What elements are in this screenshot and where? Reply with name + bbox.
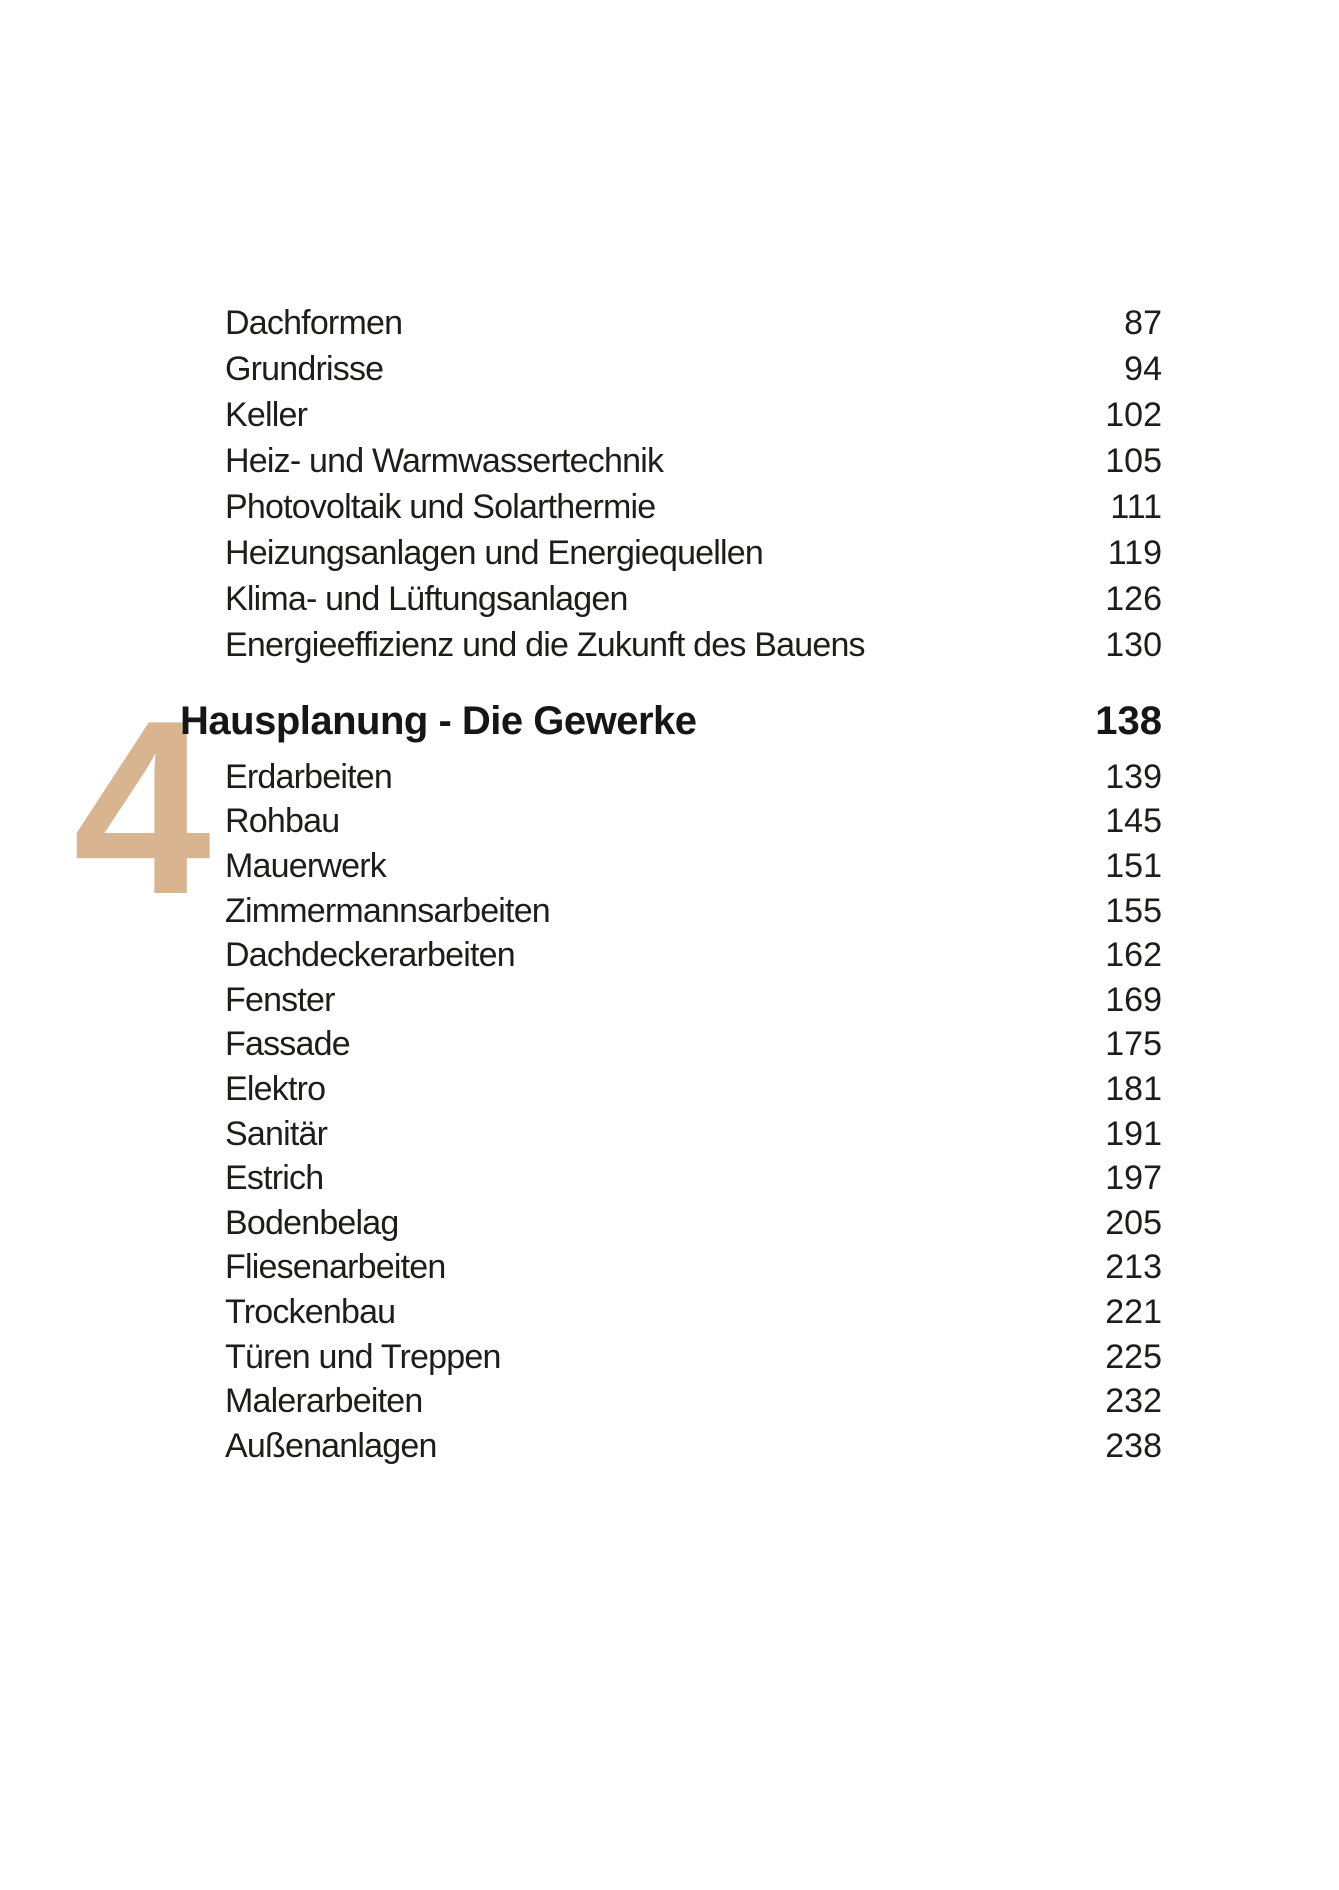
toc-entry-page-number: 139 <box>1105 757 1162 796</box>
toc-entry <box>225 755 1162 800</box>
toc-entry-page-number: 221 <box>1105 1292 1162 1331</box>
toc-entry <box>225 889 1162 934</box>
toc-entry-title: Heiz- und Warmwassertechnik <box>225 441 664 480</box>
toc-entry-title: Energieeffizienz und die Zukunft des Bauens <box>225 625 865 664</box>
toc-entry <box>225 844 1162 889</box>
toc-entry-title: Außenanlagen <box>225 1426 437 1465</box>
toc-entry-title: Mauerwerk <box>225 846 386 885</box>
toc-entry-page-number: 232 <box>1105 1382 1162 1421</box>
toc-entry <box>225 300 1162 346</box>
toc-entry-page-number: 181 <box>1105 1069 1162 1108</box>
toc-entry <box>225 1335 1162 1380</box>
toc-entry-page-number: 94 <box>1124 349 1162 388</box>
toc-entry <box>225 933 1162 978</box>
toc-entry-title: Sanitär <box>225 1114 328 1153</box>
toc-entry <box>225 484 1162 530</box>
toc-entry-page-number: 238 <box>1105 1426 1162 1465</box>
toc-entry-page-number: 191 <box>1105 1114 1162 1153</box>
toc-entry <box>225 800 1162 845</box>
toc-entry-title: Zimmermannsarbeiten <box>225 891 550 930</box>
toc-entry <box>225 1201 1162 1246</box>
toc-entry-title: Fenster <box>225 980 335 1019</box>
toc-entry <box>225 978 1162 1023</box>
toc-entry <box>225 438 1162 484</box>
toc-entry-title: Erdarbeiten <box>225 757 392 796</box>
toc-entry-page-number: 197 <box>1105 1159 1162 1198</box>
chapter-heading-page-number: 138 <box>1095 698 1162 743</box>
toc-entry <box>225 346 1162 392</box>
toc-entry-page-number: 102 <box>1105 395 1162 434</box>
toc-entry-title: Grundrisse <box>225 349 384 388</box>
toc-entry-page-number: 119 <box>1107 533 1162 572</box>
toc-entry-page-number: 155 <box>1105 891 1162 930</box>
toc-entry <box>225 392 1162 438</box>
toc-entry-title: Elektro <box>225 1069 326 1108</box>
toc-entry <box>225 1424 1162 1469</box>
toc-entry <box>225 622 1162 668</box>
toc-entry-title: Bodenbelag <box>225 1203 399 1242</box>
toc-entry <box>225 576 1162 622</box>
toc-entry-page-number: 111 <box>1110 487 1162 526</box>
toc-entry-page-number: 162 <box>1105 936 1162 975</box>
toc-entry-title: Fassade <box>225 1025 350 1064</box>
toc-entry <box>225 1246 1162 1291</box>
toc-entry-page-number: 175 <box>1105 1025 1162 1064</box>
toc-entry-title: Dachformen <box>225 303 403 342</box>
toc-entry-title: Malerarbeiten <box>225 1382 423 1421</box>
toc-section-previous-chapter <box>225 300 1162 668</box>
toc-entry-page-number: 126 <box>1105 579 1162 618</box>
chapter-heading-row <box>180 698 1162 744</box>
toc-entry-title: Dachdeckerarbeiten <box>225 936 515 975</box>
toc-entry-title: Photovoltaik und Solarthermie <box>225 487 656 526</box>
toc-entry-title: Heizungsanlagen und Energiequellen <box>225 533 764 572</box>
chapter-heading-title: Hausplanung - Die Gewerke <box>180 698 697 743</box>
toc-entry <box>225 1112 1162 1157</box>
toc-entry-page-number: 130 <box>1105 625 1162 664</box>
toc-entry <box>225 1023 1162 1068</box>
toc-entry-page-number: 105 <box>1105 441 1162 480</box>
toc-entry-title: Türen und Treppen <box>225 1337 501 1376</box>
toc-entry-title: Trockenbau <box>225 1292 396 1331</box>
toc-entry-page-number: 213 <box>1105 1248 1162 1287</box>
chapter-heading-block <box>180 698 1162 744</box>
toc-entry-page-number: 145 <box>1105 802 1162 841</box>
toc-entry <box>225 1290 1162 1335</box>
chapter-number-numeral: 4 <box>73 668 211 946</box>
toc-entry-page-number: 225 <box>1105 1337 1162 1376</box>
toc-entry <box>225 1379 1162 1424</box>
toc-entry-page-number: 87 <box>1124 303 1162 342</box>
toc-entry-title: Fliesenarbeiten <box>225 1248 446 1287</box>
toc-entry-page-number: 151 <box>1105 846 1162 885</box>
toc-entry-title: Klima- und Lüftungsanlagen <box>225 579 628 618</box>
toc-entry-title: Rohbau <box>225 802 340 841</box>
toc-entry <box>225 1067 1162 1112</box>
toc-entry-title: Keller <box>225 395 308 434</box>
toc-entry-title: Estrich <box>225 1159 324 1198</box>
toc-entry-page-number: 205 <box>1105 1203 1162 1242</box>
toc-entry <box>225 530 1162 576</box>
toc-entry-page-number: 169 <box>1105 980 1162 1019</box>
toc-entry <box>225 1156 1162 1201</box>
toc-section-chapter-4 <box>225 755 1162 1469</box>
